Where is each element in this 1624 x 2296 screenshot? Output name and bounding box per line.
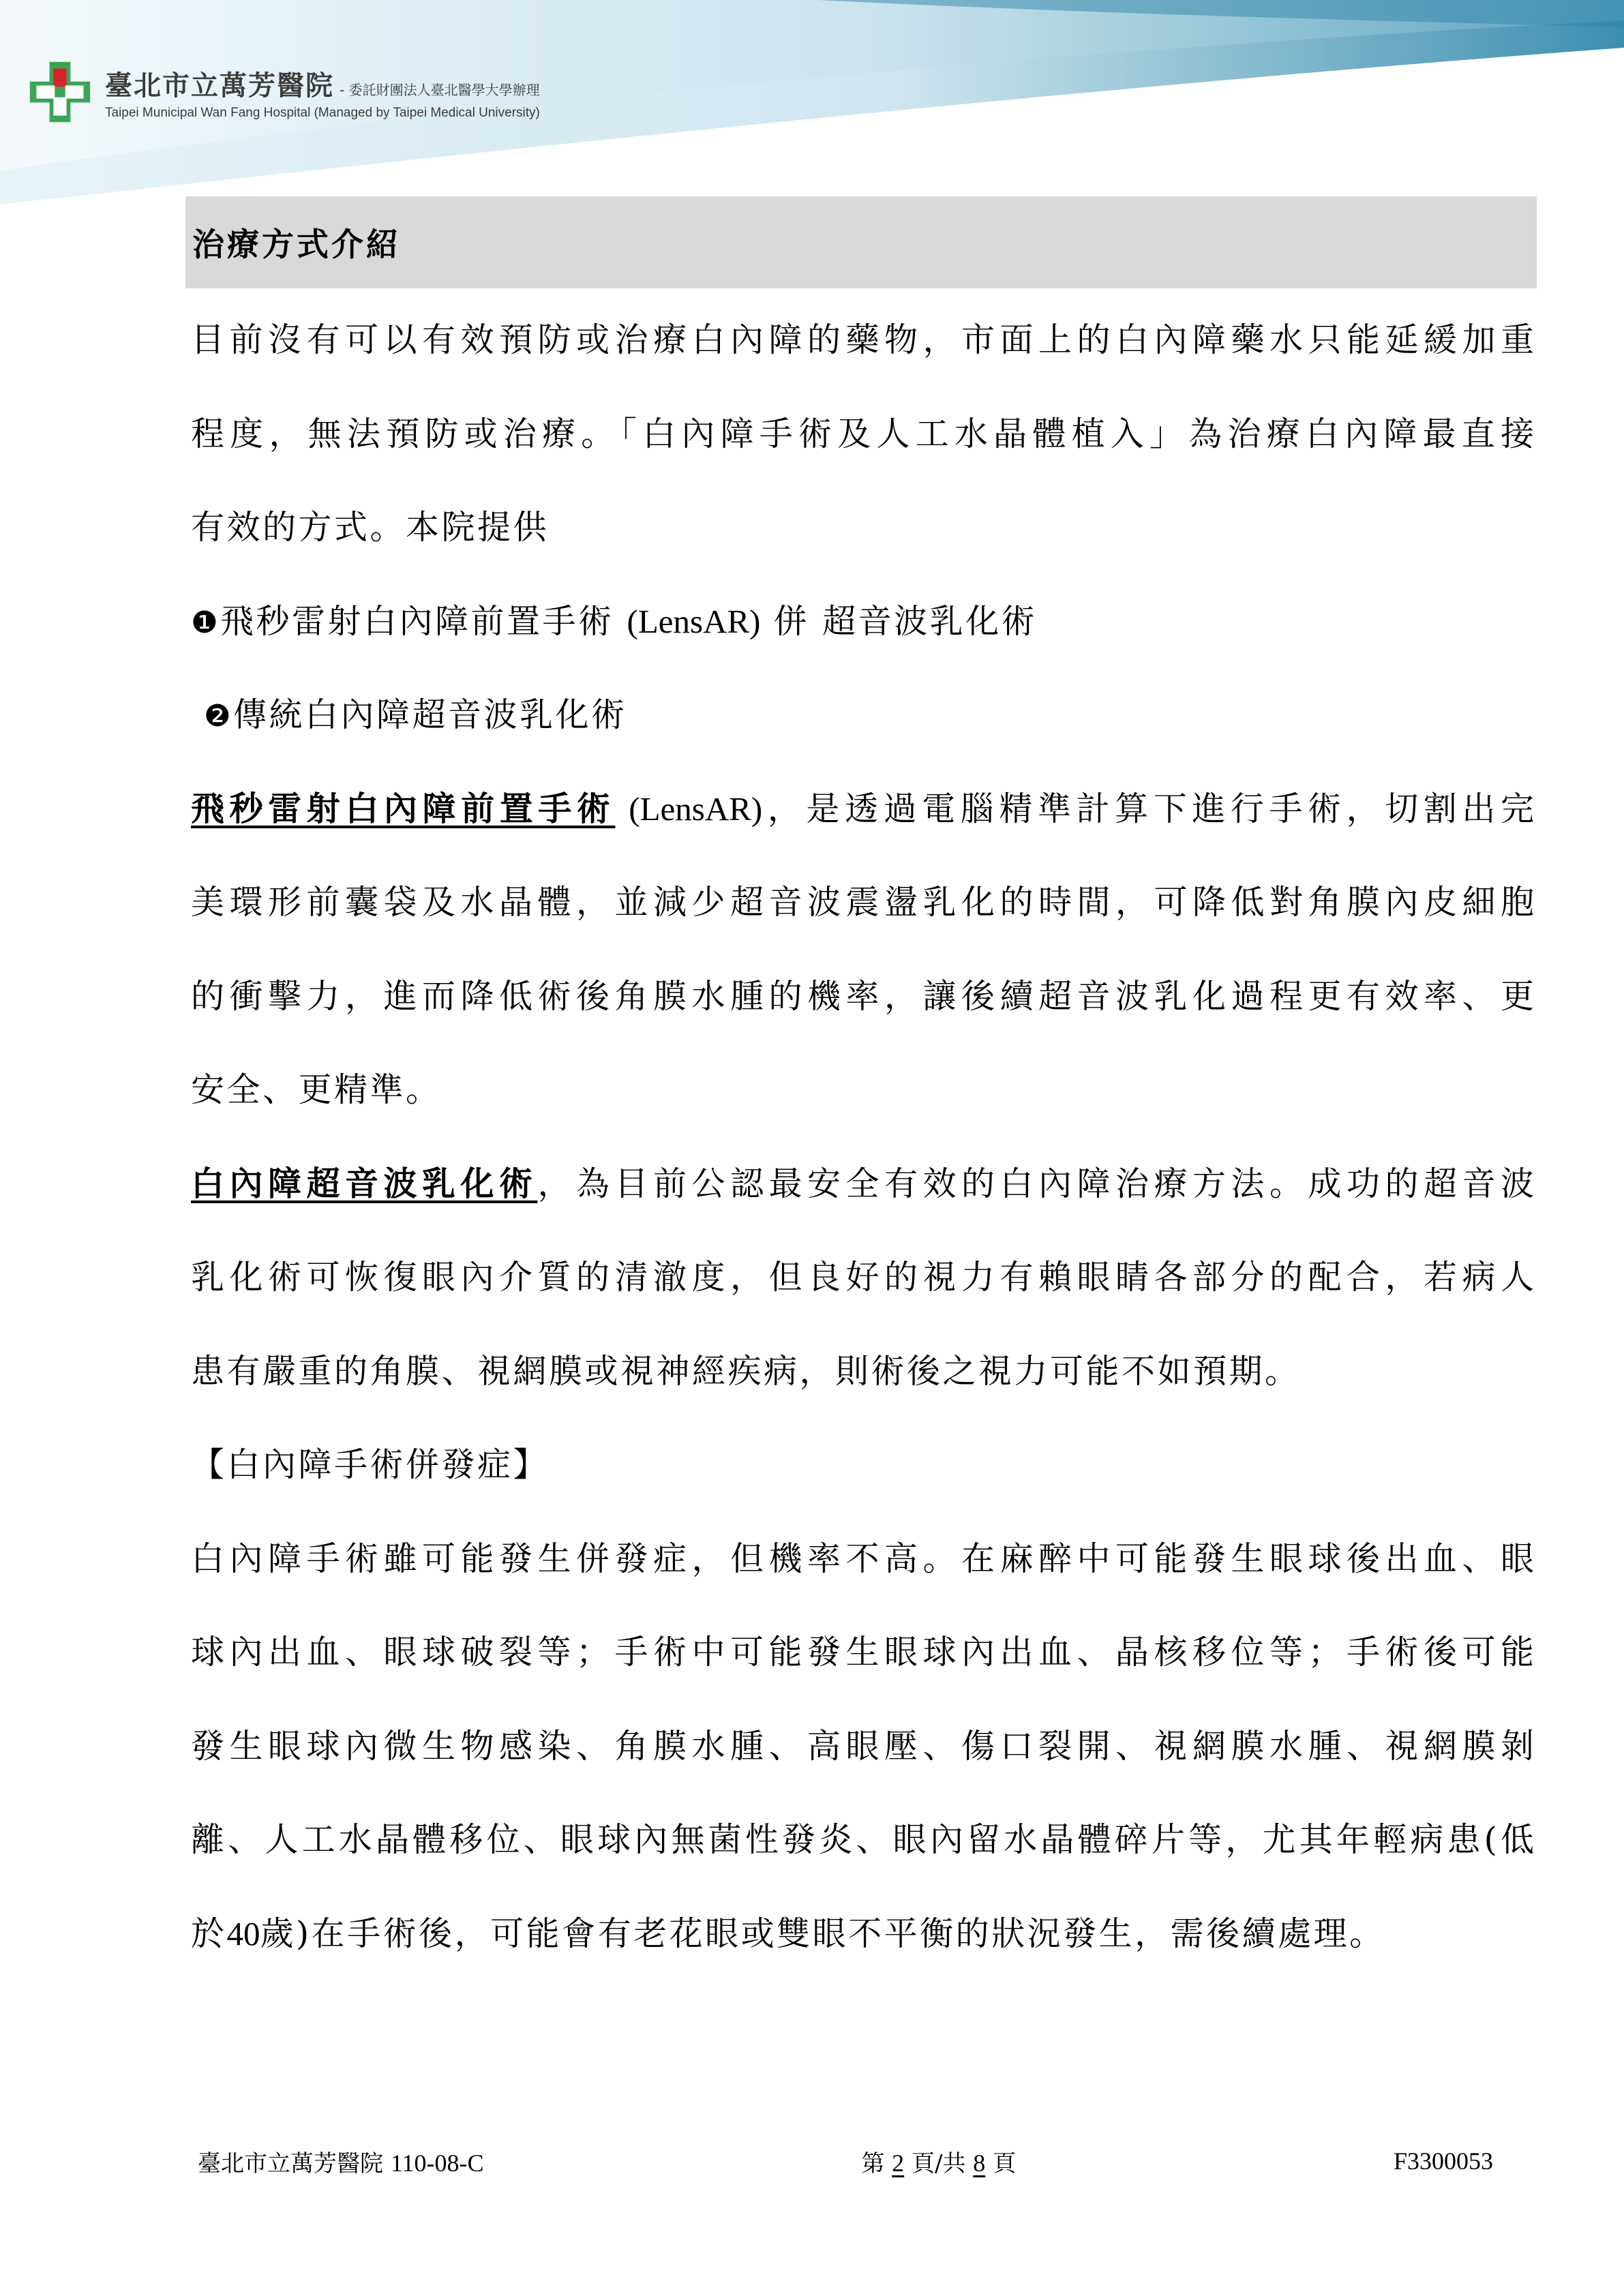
paragraph-line — [191, 1887, 1534, 1981]
paragraph-line: 美環形前囊袋及水晶體，並減少超音波震盪乳化的時間，可降低對角膜內皮細胞 — [191, 883, 1534, 922]
complications-last-post: 歲)在手術後，可能會有老花眼或雙眼不平衡的狀況發生，需後續處理。 — [260, 1914, 1385, 1953]
phaco-term: 白內障超音波乳化術 — [191, 1163, 538, 1203]
hospital-name-en: Taipei Municipal Wan Fang Hospital (Managed by Taipei Medical University) — [105, 105, 540, 120]
section-header — [185, 196, 1537, 288]
list-item — [191, 668, 1534, 762]
phaco-first-line: ，為目前公認最安全有效的白內障治療方法。成功的超音波 — [537, 1164, 1534, 1203]
femto-lensar: (LensAR) — [615, 789, 763, 828]
footer-left — [198, 2145, 483, 2178]
number-two-icon: ❷ — [204, 699, 234, 734]
page-number — [861, 2145, 1016, 2178]
paragraph-line: 發生眼球內微生物感染、角膜水腫、高眼壓、傷口裂開、視網膜水腫、視網膜剝 — [191, 1726, 1534, 1766]
option1-lensar: (LensAR) — [627, 602, 761, 640]
number-one-icon: ❶ — [191, 605, 220, 640]
page-current: 2 — [892, 2149, 905, 2177]
femto-term: 飛秒雷射白內障前置手術 — [191, 788, 616, 828]
paragraph-line: 球內出血、眼球破裂等；手術中可能發生眼球內出血、晶核移位等；手術後可能 — [191, 1633, 1534, 1672]
complications-last-pre: 於 — [191, 1914, 227, 1953]
hospital-cross-icon — [27, 59, 93, 125]
paragraph-line: 目前沒有可以有效預防或治療白內障的藥物，市面上的白內障藥水只能延緩加重 — [191, 320, 1534, 359]
list-item — [191, 575, 1534, 669]
document-body — [191, 293, 1534, 1980]
page-footer — [198, 2141, 1493, 2181]
page-mid: 頁/共 — [911, 2149, 966, 2177]
paragraph-line: 安全、更精準。 — [191, 1070, 442, 1109]
paragraph-line: 程度，無法預防或治療。「白內障手術及人工水晶體植入」為治療白內障最直接 — [191, 414, 1534, 453]
footer-hospital: 臺北市立萬芳醫院 — [198, 2149, 383, 2177]
page-total: 8 — [973, 2149, 986, 2177]
section-title: 治療方式介紹 — [192, 226, 401, 264]
paragraph-line: 患有嚴重的角膜、視網膜或視神經疾病，則術後之視力可能不如預期。 — [191, 1351, 1301, 1391]
hospital-logo — [27, 55, 540, 130]
paragraph-line — [191, 762, 1534, 856]
page-prefix: 第 — [861, 2149, 885, 2177]
paragraph-line — [191, 1137, 1534, 1231]
paragraph-line: 的衝擊力，進而降低術後角膜水腫的機率，讓後續超音波乳化過程更有效率、更 — [191, 976, 1534, 1016]
complications-title: 【白內障手術併發症】 — [191, 1445, 550, 1484]
page-suffix: 頁 — [993, 2149, 1017, 2177]
hospital-subtitle-zh: - 委託財團法人臺北醫學大學辦理 — [340, 81, 540, 98]
footer-doc-code: 110-08-C — [390, 2149, 484, 2177]
hospital-name-zh: 臺北市立萬芳醫院 — [105, 70, 334, 102]
form-code: F3300053 — [1393, 2147, 1493, 2175]
option2-label: 傳統白內障超音波乳化術 — [233, 695, 627, 734]
femto-first-line: ，是透過電腦精準計算下進行手術，切割出完 — [762, 789, 1534, 828]
paragraph-line: 離、人工水晶體移位、眼球內無菌性發炎、眼內留水晶體碎片等，尤其年輕病患(低 — [191, 1820, 1534, 1859]
paragraph-line: 有效的方式。本院提供 — [191, 508, 550, 547]
paragraph-line: 乳化術可恢復眼內介質的清澈度，但良好的視力有賴眼睛各部分的配合，若病人 — [191, 1258, 1534, 1297]
option1-suffix: 併 超音波乳化術 — [773, 601, 1038, 641]
age-value: 40 — [226, 1914, 260, 1952]
paragraph-line: 白內障手術雖可能發生併發症，但機率不高。在麻醉中可能發生眼球後出血、眼 — [191, 1539, 1534, 1578]
option1-label: 飛秒雷射白內障前置手術 — [220, 601, 614, 641]
